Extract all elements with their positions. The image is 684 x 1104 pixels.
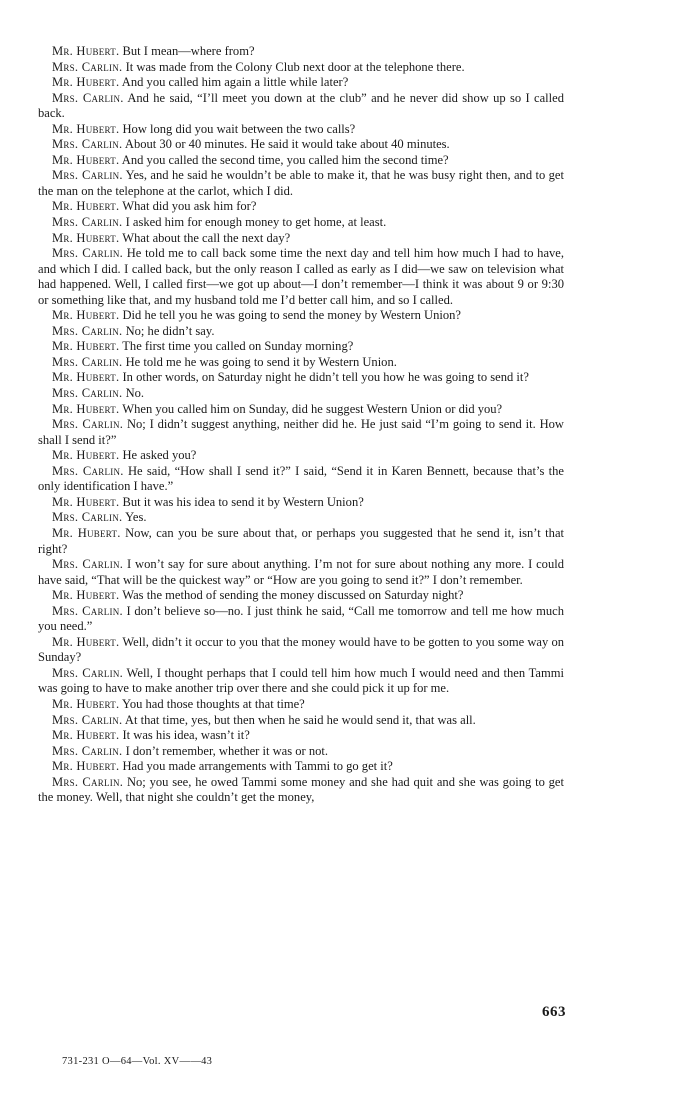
speaker-name: Mr. Hubert. — [52, 401, 120, 416]
speech-text: He told me he was going to send it by Western Union. — [125, 354, 397, 369]
speech-text: Yes, and he said he wouldn’t be able to make it, that he was busy right then, and to get the man on the telephone at the carlot, which I did. — [38, 168, 564, 198]
speaker-name: Mrs. Carlin. — [52, 603, 123, 618]
speaker-name: Mrs. Carlin. — [52, 665, 124, 680]
testimony-paragraph — [38, 448, 564, 464]
testimony-paragraph — [38, 308, 564, 324]
speaker-name: Mrs. Carlin. — [52, 137, 123, 152]
testimony-paragraph — [38, 122, 564, 138]
testimony-paragraph — [38, 168, 564, 199]
testimony-paragraph — [38, 386, 564, 402]
testimony-paragraph — [38, 666, 564, 697]
testimony-paragraph — [38, 464, 564, 495]
page-number: 663 — [542, 1004, 566, 1020]
testimony-paragraph — [38, 713, 564, 729]
speaker-name: Mrs. Carlin. — [52, 354, 123, 369]
speech-text: He told me to call back some time the next day and tell him how much I had to have, and which I did. I called back, but the only reason I called as early as I did—we saw on television what had happened. Well, I called first—we got up about—I don’t remember—I think it was about 9 or 9:30 or something like that, and my husband told me I’d better call him, and so I called. — [38, 246, 564, 307]
print-job-code: 731-231 O—64—Vol. XV——43 — [62, 1056, 213, 1067]
speaker-name: Mrs. Carlin. — [52, 90, 124, 105]
testimony-paragraph — [38, 91, 564, 122]
speaker-name: Mr. Hubert. — [52, 696, 120, 711]
speaker-name: Mr. Hubert. — [52, 199, 120, 214]
testimony-paragraph — [38, 495, 564, 511]
speaker-name: Mrs. Carlin. — [52, 712, 123, 727]
speaker-name: Mrs. Carlin. — [52, 417, 124, 432]
speech-text: Had you made arrangements with Tammi to go get it? — [122, 759, 393, 774]
speech-text: But it was his idea to send it by Western Union? — [122, 494, 364, 509]
speaker-name: Mr. Hubert. — [52, 634, 120, 649]
testimony-paragraph — [38, 370, 564, 386]
speech-text: Was the method of sending the money discussed on Saturday night? — [122, 588, 464, 603]
speech-text: I asked him for enough money to get home, at least. — [125, 215, 387, 230]
speaker-name: Mr. Hubert. — [52, 588, 120, 603]
speaker-name: Mr. Hubert. — [52, 121, 120, 136]
testimony-paragraph — [38, 402, 564, 418]
testimony-paragraph — [38, 510, 564, 526]
testimony-paragraph — [38, 339, 564, 355]
speaker-name: Mr. Hubert. — [52, 525, 121, 540]
testimony-paragraph — [38, 588, 564, 604]
testimony-paragraph — [38, 604, 564, 635]
testimony-paragraph — [38, 417, 564, 448]
testimony-paragraph — [38, 635, 564, 666]
speech-text: But I mean—where from? — [122, 44, 255, 58]
speech-text: You had those thoughts at that time? — [122, 696, 305, 711]
speech-text: Well, I thought perhaps that I could tell him how much I would need and then Tammi was going to have to make another trip over there and she could pick it up for me. — [38, 665, 564, 696]
testimony-paragraph — [38, 744, 564, 760]
speaker-name: Mr. Hubert. — [52, 494, 120, 509]
testimony-paragraph — [38, 75, 564, 91]
testimony-paragraph — [38, 199, 564, 215]
speaker-name: Mr. Hubert. — [52, 152, 120, 167]
speaker-name: Mrs. Carlin. — [52, 215, 123, 230]
speech-text: About 30 or 40 minutes. He said it would take about 40 minutes. — [124, 137, 450, 152]
testimony-paragraph — [38, 137, 564, 153]
speech-text: How long did you wait between the two calls? — [122, 121, 356, 136]
testimony-paragraph — [38, 759, 564, 775]
speech-text: It was made from the Colony Club next door at the telephone there. — [125, 59, 465, 74]
testimony-paragraph — [38, 728, 564, 744]
speech-text: The first time you called on Sunday morning? — [122, 339, 354, 354]
speech-text: No; he didn’t say. — [125, 323, 215, 338]
testimony-paragraph — [38, 526, 564, 557]
speech-text: What did you ask him for? — [122, 199, 257, 214]
testimony-paragraph — [38, 153, 564, 169]
speech-text: No; you see, he owed Tammi some money and she had quit and she was going to get the money. Well, that night she couldn’t get the money, — [38, 774, 564, 805]
speaker-name: Mr. Hubert. — [52, 230, 120, 245]
speech-text: When you called him on Sunday, did he suggest Western Union or did you? — [122, 401, 503, 416]
speaker-name: Mrs. Carlin. — [52, 168, 123, 183]
speaker-name: Mrs. Carlin. — [52, 774, 124, 789]
speech-text: Well, didn’t it occur to you that the money would have to be gotten to you some way on Sunday? — [38, 634, 564, 665]
speech-text: And he said, “I’ll meet you down at the club” and he never did show up so I called back. — [38, 90, 564, 121]
speech-text: In other words, on Saturday night he didn’t tell you how he was going to send it? — [122, 370, 529, 385]
speech-text: It was his idea, wasn’t it? — [122, 728, 250, 743]
speech-text: Yes. — [125, 510, 147, 525]
testimony-transcript — [38, 44, 564, 806]
testimony-paragraph — [38, 60, 564, 76]
testimony-paragraph — [38, 355, 564, 371]
speaker-name: Mr. Hubert. — [52, 759, 120, 774]
speaker-name: Mrs. Carlin. — [52, 59, 123, 74]
speech-text: At that time, yes, but then when he said he would send it, that was all. — [124, 712, 476, 727]
speaker-name: Mrs. Carlin. — [52, 743, 123, 758]
testimony-paragraph — [38, 44, 564, 60]
speaker-name: Mrs. Carlin. — [52, 386, 123, 401]
speech-text: I don’t believe so—no. I just think he said, “Call me tomorrow and tell me how much you need.” — [38, 603, 564, 634]
speaker-name: Mr. Hubert. — [52, 44, 120, 58]
testimony-paragraph — [38, 231, 564, 247]
speaker-name: Mr. Hubert. — [52, 339, 120, 354]
speaker-name: Mr. Hubert. — [52, 75, 120, 90]
speaker-name: Mr. Hubert. — [52, 370, 120, 385]
speech-text: Now, can you be sure about that, or perhaps you suggested that he send it, isn’t that right? — [38, 525, 564, 556]
testimony-paragraph — [38, 324, 564, 340]
speech-text: He asked you? — [122, 448, 197, 463]
speaker-name: Mr. Hubert. — [52, 728, 120, 743]
testimony-paragraph — [38, 246, 564, 308]
speech-text: And you called the second time, you called him the second time? — [121, 152, 449, 167]
speaker-name: Mr. Hubert. — [52, 308, 120, 323]
speaker-name: Mrs. Carlin. — [52, 557, 124, 572]
speech-text: Did he tell you he was going to send the money by Western Union? — [122, 308, 461, 323]
testimony-paragraph — [38, 775, 564, 806]
speaker-name: Mrs. Carlin. — [52, 246, 124, 261]
speaker-name: Mrs. Carlin. — [52, 510, 123, 525]
speech-text: No. — [125, 386, 145, 401]
speech-text: What about the call the next day? — [122, 230, 291, 245]
speech-text: He said, “How shall I send it?” I said, “Send it in Karen Bennett, because that’s the only identification I have.” — [38, 463, 565, 494]
speech-text: And you called him again a little while later? — [121, 75, 349, 90]
speaker-name: Mrs. Carlin. — [52, 323, 123, 338]
speech-text: I don’t remember, whether it was or not. — [125, 743, 328, 758]
speaker-name: Mr. Hubert. — [52, 448, 120, 463]
testimony-paragraph — [38, 697, 564, 713]
speech-text: I won’t say for sure about anything. I’m not for sure about nothing any more. I could have said, “That will be the quickest way” or “How are you going to send it?” I don’t remember. — [38, 557, 564, 587]
speaker-name: Mrs. Carlin. — [52, 463, 124, 478]
testimony-paragraph — [38, 557, 564, 588]
testimony-paragraph — [38, 215, 564, 231]
speech-text: No; I didn’t suggest anything, neither did he. He just said “I’m going to send it. How shall I send it?” — [38, 417, 564, 447]
